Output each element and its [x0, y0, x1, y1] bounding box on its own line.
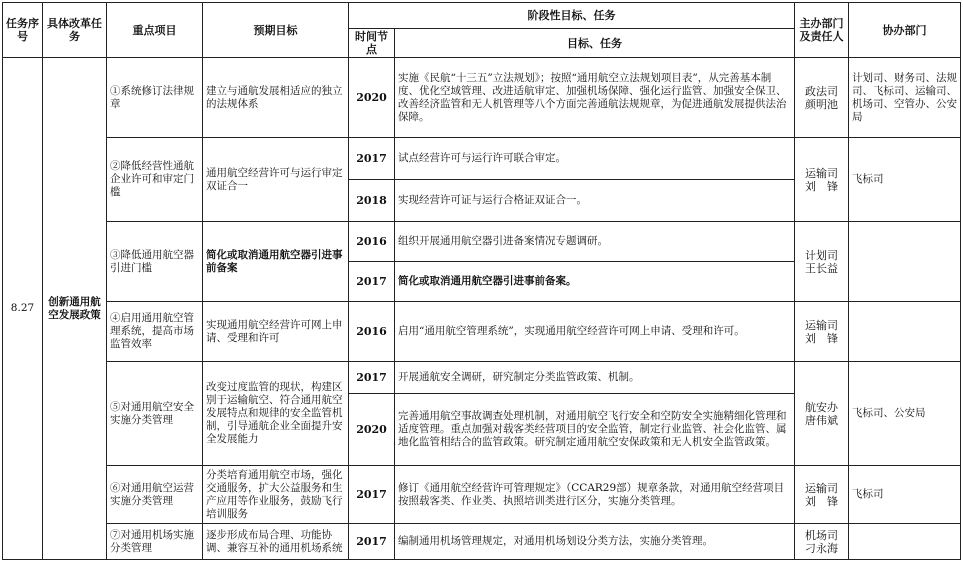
table-row — [3, 466, 961, 524]
lead-dept: 运输司 刘 锋 — [795, 302, 849, 362]
table-row — [3, 524, 961, 560]
stage-task: 试点经营许可与运行许可联合审定。 — [395, 138, 795, 180]
table-row — [3, 222, 961, 262]
header-stage-goals: 阶段性目标、任务 — [349, 3, 795, 29]
lead-dept: 运输司 刘 锋 — [795, 466, 849, 524]
assist-dept: 计划司、财务司、法规司、飞标司、运输司、机场司、空管办、公安局 — [849, 58, 961, 138]
lead-dept: 政法司 颜明池 — [795, 58, 849, 138]
project-goal: 改变过度监管的现状，构建区别于运输航空、符合通用航空发展特点和规律的安全监管机制，引导通航企业全面提升安全发展能力 — [203, 362, 349, 466]
assist-dept: 飞标司 — [849, 466, 961, 524]
stage-year: 2016 — [349, 302, 395, 362]
project-goal: 分类培育通用航空市场，强化交通服务，扩大公益服务和生产应用等作业服务，鼓励飞行培训服务 — [203, 466, 349, 524]
assist-dept — [849, 302, 961, 362]
project-name: ①系统修订法律规章 — [107, 58, 203, 138]
reform-task-table — [2, 2, 961, 560]
stage-year: 2017 — [349, 466, 395, 524]
project-name: ③降低通用航空器引进门槛 — [107, 222, 203, 302]
stage-task: 开展通航安全调研，研究制定分类监管政策、机制。 — [395, 362, 795, 394]
project-goal: 通用航空经营许可与运行审定双证合一 — [203, 138, 349, 222]
header-reform-task: 具体改革任务 — [43, 3, 107, 58]
stage-year: 2020 — [349, 58, 395, 138]
header-expected-goal: 预期目标 — [203, 3, 349, 58]
header-time-node: 时间节点 — [349, 29, 395, 58]
stage-year: 2018 — [349, 180, 395, 222]
header-lead-dept: 主办部门及责任人 — [795, 3, 849, 58]
stage-task: 简化或取消通用航空器引进事前备案。 — [395, 262, 795, 302]
lead-dept: 机场司 刁永海 — [795, 524, 849, 560]
table-row — [3, 302, 961, 362]
project-goal: 简化或取消通用航空器引进事前备案 — [203, 222, 349, 302]
header-key-project: 重点项目 — [107, 3, 203, 58]
header-goal-task: 目标、任务 — [395, 29, 795, 58]
assist-dept: 飞标司、公安局 — [849, 362, 961, 466]
project-goal: 建立与通航发展相适应的独立的法规体系 — [203, 58, 349, 138]
project-goal: 实现通用航空经营许可网上申请、受理和许可 — [203, 302, 349, 362]
header-assist-dept: 协办部门 — [849, 3, 961, 58]
assist-dept — [849, 222, 961, 302]
stage-year: 2016 — [349, 222, 395, 262]
stage-task: 修订《通用航空经营许可管理规定》（CCAR29部）规章条款，对通用航空经营项目按照载客类、作业类、执照培训类进行区分，实施分类管理。 — [395, 466, 795, 524]
table-row — [3, 138, 961, 180]
stage-task: 实施《民航“十三五”立法规划》；按照“通用航空立法规划项目表”，从完善基本制度、优化空域管理、改进适航审定、加强机场保障、强化运行监管、加强安全保卫、改善经济监管和无人机管理等八个方面完善通航法规规章，为促进通航发展提供法治保障。 — [395, 58, 795, 138]
project-goal: 逐步形成布局合理、功能协调、兼容互补的通用机场系统 — [203, 524, 349, 560]
reform-task-name: 创新通用航空发展政策 — [43, 58, 107, 560]
header-row-1 — [3, 3, 961, 29]
table-row — [3, 362, 961, 394]
lead-dept: 计划司 王长益 — [795, 222, 849, 302]
stage-year: 2020 — [349, 394, 395, 466]
assist-dept: 飞标司 — [849, 138, 961, 222]
project-name: ⑤对通用航空安全实施分类管理 — [107, 362, 203, 466]
stage-task: 组织开展通用航空器引进备案情况专题调研。 — [395, 222, 795, 262]
stage-task: 完善通用航空事故调查处理机制，对通用航空飞行安全和空防安全实施精细化管理和适度管理。重点加强对载客类经营项目的安全监管，制定行业监管、社会化监管、属地化监管相结合的监管政策。研究制定通用航空安保政策和无人机安全监管政策。 — [395, 394, 795, 466]
stage-task: 启用“通用航空管理系统”，实现通用航空经营许可网上申请、受理和许可。 — [395, 302, 795, 362]
stage-year: 2017 — [349, 362, 395, 394]
project-name: ⑦对通用机场实施分类管理 — [107, 524, 203, 560]
project-name: ④启用通用航空管理系统，提高市场监管效率 — [107, 302, 203, 362]
stage-task: 实现经营许可证与运行合格证双证合一。 — [395, 180, 795, 222]
header-task-no: 任务序号 — [3, 3, 43, 58]
stage-year: 2017 — [349, 524, 395, 560]
task-number: 8.27 — [3, 58, 43, 560]
project-name: ⑥对通用航空运营实施分类管理 — [107, 466, 203, 524]
lead-dept: 运输司 刘 锋 — [795, 138, 849, 222]
project-name: ②降低经营性通航企业许可和审定门槛 — [107, 138, 203, 222]
stage-year: 2017 — [349, 138, 395, 180]
lead-dept: 航安办 唐伟斌 — [795, 362, 849, 466]
stage-task: 编制通用机场管理规定，对通用机场划设分类方法，实施分类管理。 — [395, 524, 795, 560]
assist-dept — [849, 524, 961, 560]
table-row — [3, 58, 961, 138]
stage-year: 2017 — [349, 262, 395, 302]
